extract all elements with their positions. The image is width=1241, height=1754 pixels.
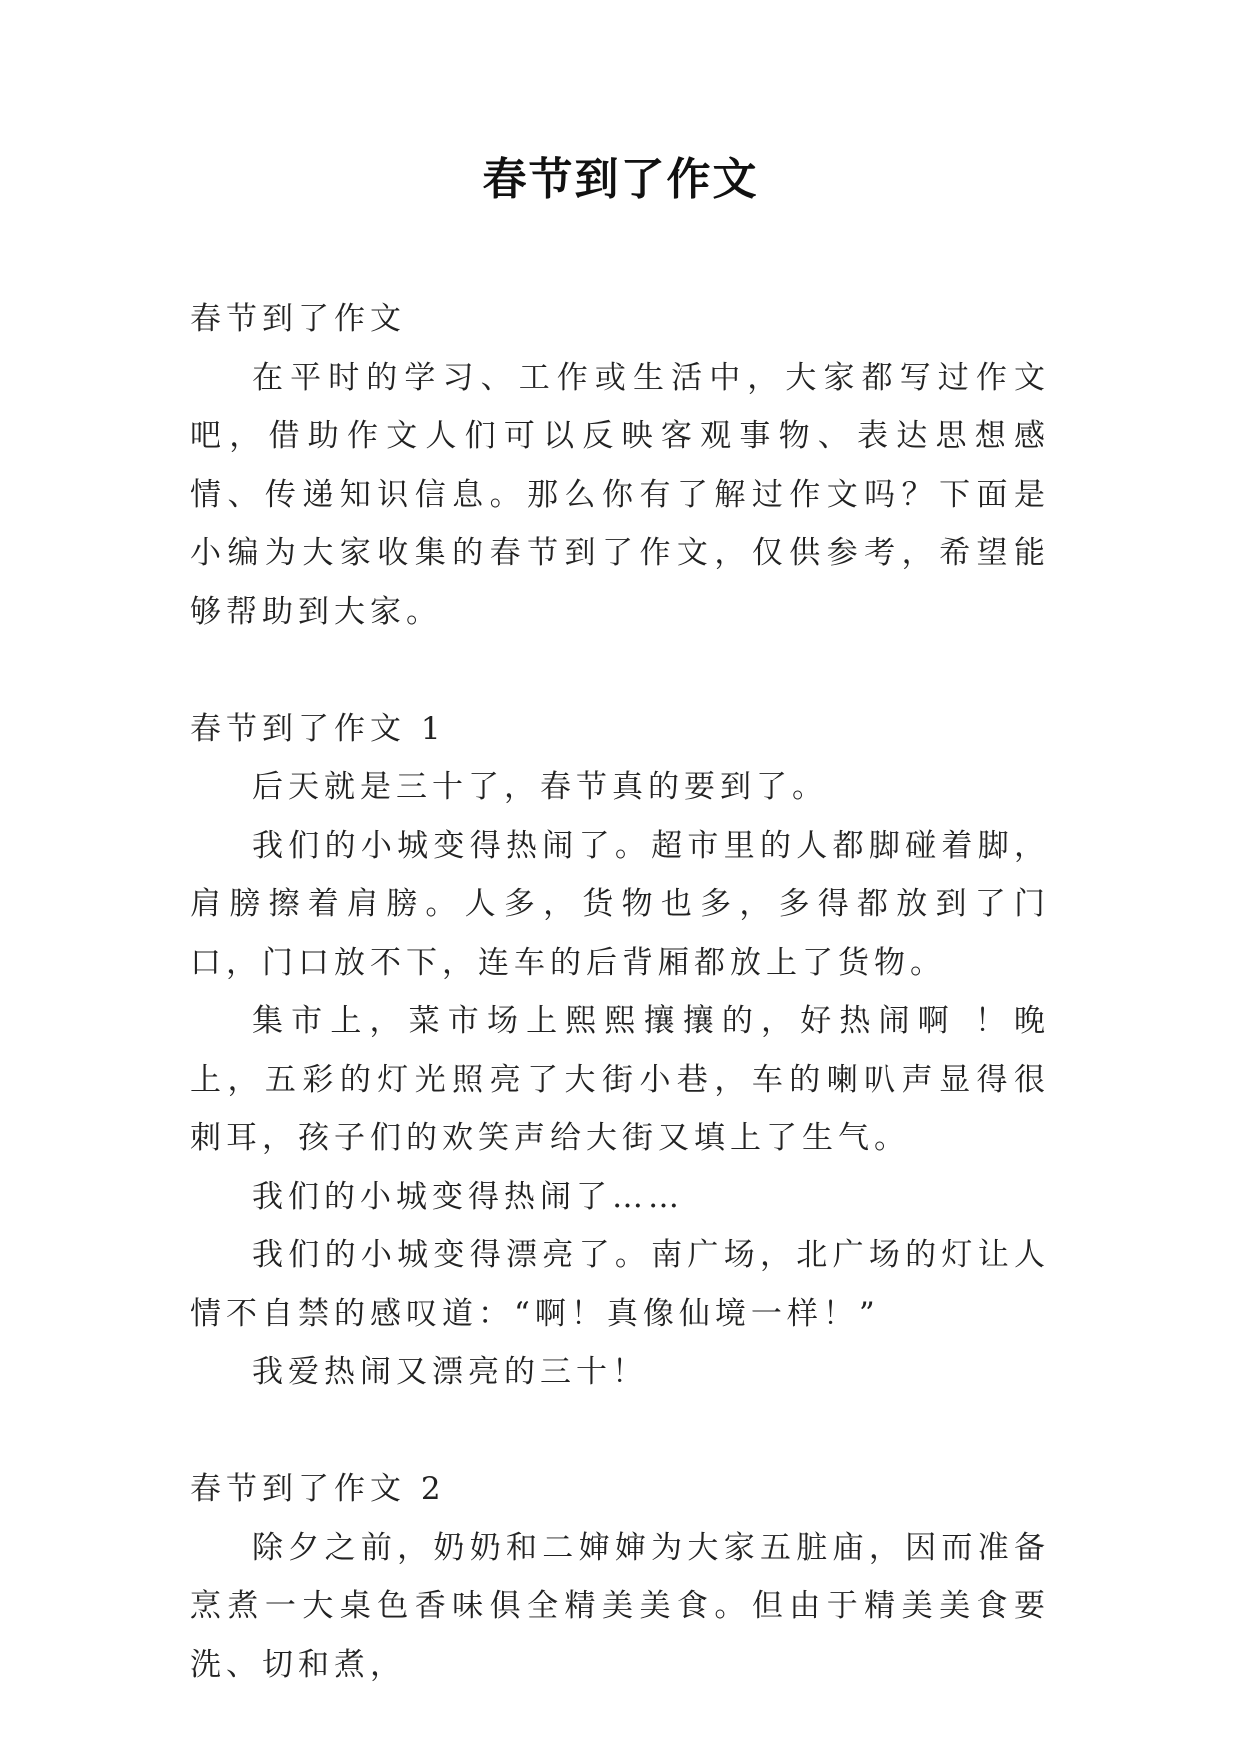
essay-2-heading: 春节到了作文 2 [190, 1471, 446, 1507]
essay-1-paragraph: 我们的小城变得热闹了…… [252, 1178, 684, 1215]
essay-1-paragraph: 后天就是三十了，春节真的要到了。 [252, 769, 828, 805]
document-body [190, 290, 1050, 1694]
essay-1-paragraph: 我们的小城变得热闹了。超市里的人都脚碰着脚，肩膀擦着肩膀。人多，货物也多，多得都放到了门口，门口放不下，连车的后背厢都放上了货物。 [190, 827, 1050, 981]
intro-heading: 春节到了作文 [190, 301, 406, 337]
document-title: 春节到了作文 [482, 154, 759, 205]
essay-1-paragraph: 我们的小城变得漂亮了。南广场，北广场的灯让人情不自禁的感叹道：“啊！真像仙境一样！” [190, 1237, 1050, 1332]
essay-1-paragraph: 我爱热闹又漂亮的三十！ [252, 1354, 648, 1390]
essay-2-paragraph: 除夕之前，奶奶和二婶婶为大家五脏庙，因而准备烹煮一大桌色香味俱全精美美食。但由于精美美食要洗、切和煮， [190, 1529, 1050, 1683]
intro-paragraph: 在平时的学习、工作或生活中，大家都写过作文吧，借助作文人们可以反映客观事物、表达思想感情、传递知识信息。那么你有了解过作文吗？下面是小编为大家收集的春节到了作文，仅供参考，希望能够帮助到大家。 [190, 359, 1050, 630]
essay-1-paragraph: 集市上，菜市场上熙熙攘攘的，好热闹啊 ！晚上，五彩的灯光照亮了大街小巷，车的喇叭声显得很刺耳，孩子们的欢笑声给大街又填上了生气。 [190, 1003, 1050, 1156]
essay-1-heading: 春节到了作文 1 [190, 710, 446, 747]
